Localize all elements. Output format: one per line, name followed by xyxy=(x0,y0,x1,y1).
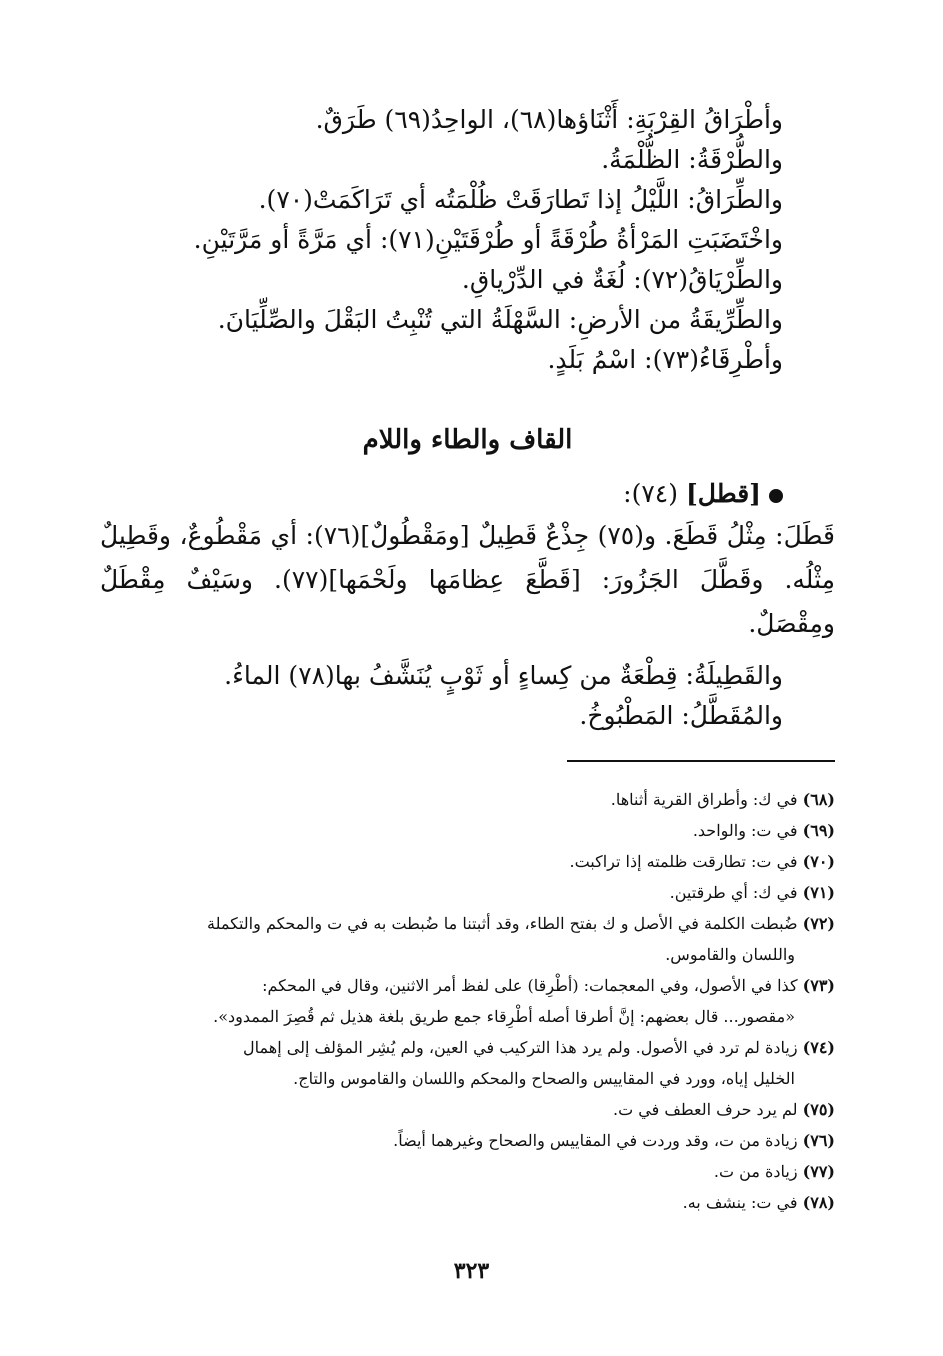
footnote-text: في ك: وأطراق القرية أثناها. xyxy=(610,790,798,809)
footnote-number: (٧١) xyxy=(802,883,835,902)
footnote-divider xyxy=(567,760,835,762)
text-line: واخْتَضَبَتِ المَرْأةُ طُرْقَةً أو طُرْقَتَيْنِ(٧١): أي مَرَّةً أو مَرَّتَيْنِ. xyxy=(193,225,783,254)
footnote-number: (٧٨) xyxy=(802,1193,835,1212)
footnote xyxy=(100,1094,835,1125)
footnote-continuation: واللسان والقاموس. xyxy=(665,945,795,964)
section-heading: القاف والطاء واللام xyxy=(362,425,573,455)
footnote-number: (٧٦) xyxy=(802,1131,835,1150)
text-line: والمُقَطَّلُ: المَطْبُوخُ. xyxy=(579,701,783,730)
footnotes xyxy=(100,784,835,1218)
footnote xyxy=(100,1032,835,1063)
text-line: والطِّرْيَاقُ(٧٢): لُغَةٌ في الدِّرْياقِ. xyxy=(461,265,783,294)
text-line: والطِّرَاقُ: اللَّيْلُ إذا تَطارَقَتْ ظُلْمَتُه أي تَرَاكَمَتْ(٧٠). xyxy=(258,185,783,214)
footnote-continuation: «مقصور... قال بعضهم: إنَّ أطرقا أصله أطْرِقاء جمع طريق بلغة هذيل ثم قُصِرَ الممدود». xyxy=(213,1007,795,1026)
footnote-text: زيادة لم ترد في الأصول. ولم يرد هذا التركيب في العين، ولم يُشِر المؤلف إلى إهمال xyxy=(243,1038,798,1057)
page-number: ٣٢٣ xyxy=(453,1258,490,1284)
footnote-text: في ت: تطارقت ظلمته إذا تراكبت. xyxy=(569,852,798,871)
footnote-text: زيادة من ت. xyxy=(713,1162,798,1181)
footnote xyxy=(100,1187,835,1218)
text-line: وأطْرَاقُ القِرْبَةِ: أَثْنَاؤها(٦٨)، الواحِدُ(٦٩) طَرَقٌ. xyxy=(315,105,783,134)
footnote-number: (٧٤) xyxy=(802,1038,835,1057)
text-line: والطُّرْقَةُ: الظُّلْمَةُ. xyxy=(601,145,783,174)
footnote-continuation: الخليل إياه، وورد في المقاييس والصحاح والمحكم واللسان والقاموس والتاج. xyxy=(293,1069,795,1088)
entry-note-ref: (٧٤): xyxy=(623,479,678,508)
footnote-number: (٧٧) xyxy=(802,1162,835,1181)
footnote xyxy=(100,908,835,939)
footnote-text: في ت: ينشف به. xyxy=(682,1193,798,1212)
footnote xyxy=(100,877,835,908)
footnote-text: كذا في الأصول، وفي المعجمات: (أطْرِقا) على لفظ أمر الاثنين، وقال في المحكم: xyxy=(262,976,798,995)
entry-headword-line xyxy=(100,474,783,514)
text-line: والقَطِيلَةُ: قِطْعَةٌ من كِساءٍ أو ثَوْبٍ يُنَشَّفُ بها(٧٨) الماءُ. xyxy=(224,661,783,690)
footnote-number: (٧٠) xyxy=(802,852,835,871)
footnote xyxy=(100,846,835,877)
footnote-number: (٧٣) xyxy=(802,976,835,995)
footnote xyxy=(100,970,835,1001)
footnote-text: ضُبطت الكلمة في الأصل و ك بفتح الطاء، وقد أثبتنا ما ضُبطت به في ت والمحكم والتكملة xyxy=(207,914,798,933)
top-entries xyxy=(100,100,835,380)
footnote xyxy=(100,1125,835,1156)
footnote xyxy=(100,815,835,846)
footnote-number: (٧٥) xyxy=(802,1100,835,1119)
footnote-number: (٦٩) xyxy=(802,821,835,840)
entry-paragraph: قَطَلَ: مِثْلُ قَطَعَ. و(٧٥) جِذْعٌ قَطِيلٌ [ومَقْطُولٌ](٧٦): أي مَقْطُوعٌ، وقَطِيلٌ مِثْلُه. وقَطَّلَ الجَزُورَ: [قَطَّعَ عِظامَها ولَحْمَها](٧٧). وسَيْفٌ مِقْطَلٌ ومِقْصَلٌ. xyxy=(100,521,836,638)
page-body xyxy=(100,100,835,1218)
bullet-icon xyxy=(769,489,783,503)
text-line: والطِّرِّيقَةُ من الأرضِ: السَّهْلَةُ التي تُنْبِتُ البَقْلَ والصِّلِّيَانَ. xyxy=(217,305,783,334)
footnote xyxy=(100,1156,835,1187)
footnote-text: لم يرد حرف العطف في ت. xyxy=(613,1100,798,1119)
footnote-text: زيادة من ت، وقد وردت في المقاييس والصحاح وغيرهما أيضاً. xyxy=(393,1131,798,1150)
footnote-number: (٧٢) xyxy=(802,914,835,933)
entry-lines xyxy=(100,656,835,736)
footnote xyxy=(100,784,835,815)
footnote-number: (٦٨) xyxy=(802,790,835,809)
text-line: وأطْرِقَاءُ(٧٣): اسْمُ بَلَدٍ. xyxy=(547,345,783,374)
footnote-text: في ت: والواحد. xyxy=(692,821,798,840)
entry-headword: [قطل] xyxy=(685,479,761,508)
footnote-text: في ك: أي طرقتين. xyxy=(669,883,798,902)
